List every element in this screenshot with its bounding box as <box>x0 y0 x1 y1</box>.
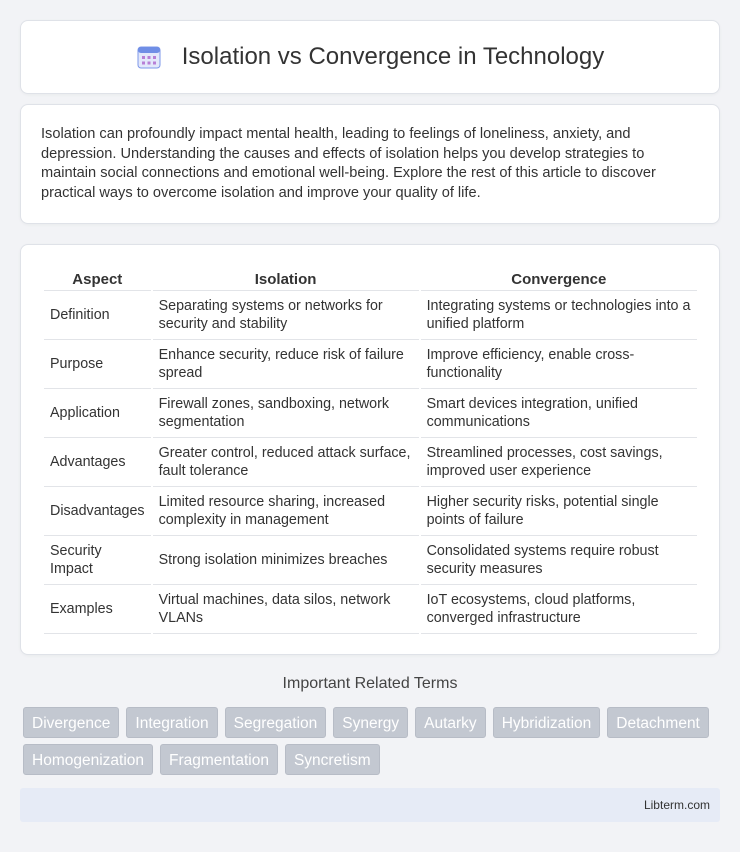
table-cell-isolation: Virtual machines, data silos, network VLANs <box>153 585 419 634</box>
related-term-tag[interactable]: Segregation <box>225 707 327 738</box>
table-cell-aspect: Application <box>44 389 151 438</box>
table-cell-aspect: Definition <box>44 291 151 340</box>
related-term-tag[interactable]: Divergence <box>23 707 119 738</box>
table-cell-isolation: Separating systems or networks for security and stability <box>153 291 419 340</box>
header-convergence: Convergence <box>421 265 697 291</box>
table-cell-aspect: Examples <box>44 585 151 634</box>
related-term-tag[interactable]: Syncretism <box>285 744 380 775</box>
related-term-tag[interactable]: Homogenization <box>23 744 153 775</box>
table-cell-aspect: Purpose <box>44 340 151 389</box>
header-aspect: Aspect <box>44 265 151 291</box>
table-cell-convergence: IoT ecosystems, cloud platforms, converged infrastructure <box>421 585 697 634</box>
comparison-table-card <box>20 244 720 655</box>
table-cell-isolation: Enhance security, reduce risk of failure spread <box>153 340 419 389</box>
related-term-tag[interactable]: Fragmentation <box>160 744 278 775</box>
table-cell-aspect: Advantages <box>44 438 151 487</box>
table-cell-isolation: Firewall zones, sandboxing, network segmentation <box>153 389 419 438</box>
table-row <box>44 536 697 585</box>
related-terms-list <box>23 707 723 781</box>
footer-site-link[interactable]: Libterm.com <box>643 798 710 812</box>
calendar-icon <box>136 44 162 70</box>
related-term-tag[interactable]: Detachment <box>607 707 709 738</box>
table-cell-convergence: Streamlined processes, cost savings, improved user experience <box>421 438 697 487</box>
table-cell-convergence: Consolidated systems require robust security measures <box>421 536 697 585</box>
table-row <box>44 291 697 340</box>
intro-card <box>20 104 720 224</box>
related-terms-title: Important Related Terms <box>282 675 458 692</box>
related-term-tag[interactable]: Synergy <box>333 707 408 738</box>
table-cell-convergence: Higher security risks, potential single points of failure <box>421 487 697 536</box>
table-cell-isolation: Greater control, reduced attack surface, fault tolerance <box>153 438 419 487</box>
table-row <box>44 389 697 438</box>
table-cell-isolation: Strong isolation minimizes breaches <box>153 536 419 585</box>
table-cell-convergence: Improve efficiency, enable cross-functionality <box>421 340 697 389</box>
comparison-table <box>42 265 699 634</box>
table-cell-convergence: Integrating systems or technologies into a unified platform <box>421 291 697 340</box>
related-term-tag[interactable]: Hybridization <box>493 707 601 738</box>
table-header-row <box>44 265 697 291</box>
related-term-tag[interactable]: Autarky <box>415 707 486 738</box>
table-row <box>44 487 697 536</box>
title-card <box>20 20 720 94</box>
footer <box>20 788 720 822</box>
related-term-tag[interactable]: Integration <box>126 707 217 738</box>
table-row <box>44 340 697 389</box>
intro-text: Isolation can profoundly impact mental health, leading to feelings of loneliness, anxiety, and depression. Understanding the causes and effects of isolation helps you develop strategies to maintain social connections and emotional well-being. Explore the rest of this article to discover practical ways to overcome isolation and improve your quality of life. <box>41 126 656 201</box>
table-cell-aspect: Security Impact <box>44 536 151 585</box>
page-title: Isolation vs Convergence in Technology <box>181 43 605 70</box>
table-cell-isolation: Limited resource sharing, increased complexity in management <box>153 487 419 536</box>
table-row <box>44 585 697 634</box>
header-isolation: Isolation <box>153 265 419 291</box>
table-cell-aspect: Disadvantages <box>44 487 151 536</box>
table-cell-convergence: Smart devices integration, unified communications <box>421 389 697 438</box>
table-row <box>44 438 697 487</box>
